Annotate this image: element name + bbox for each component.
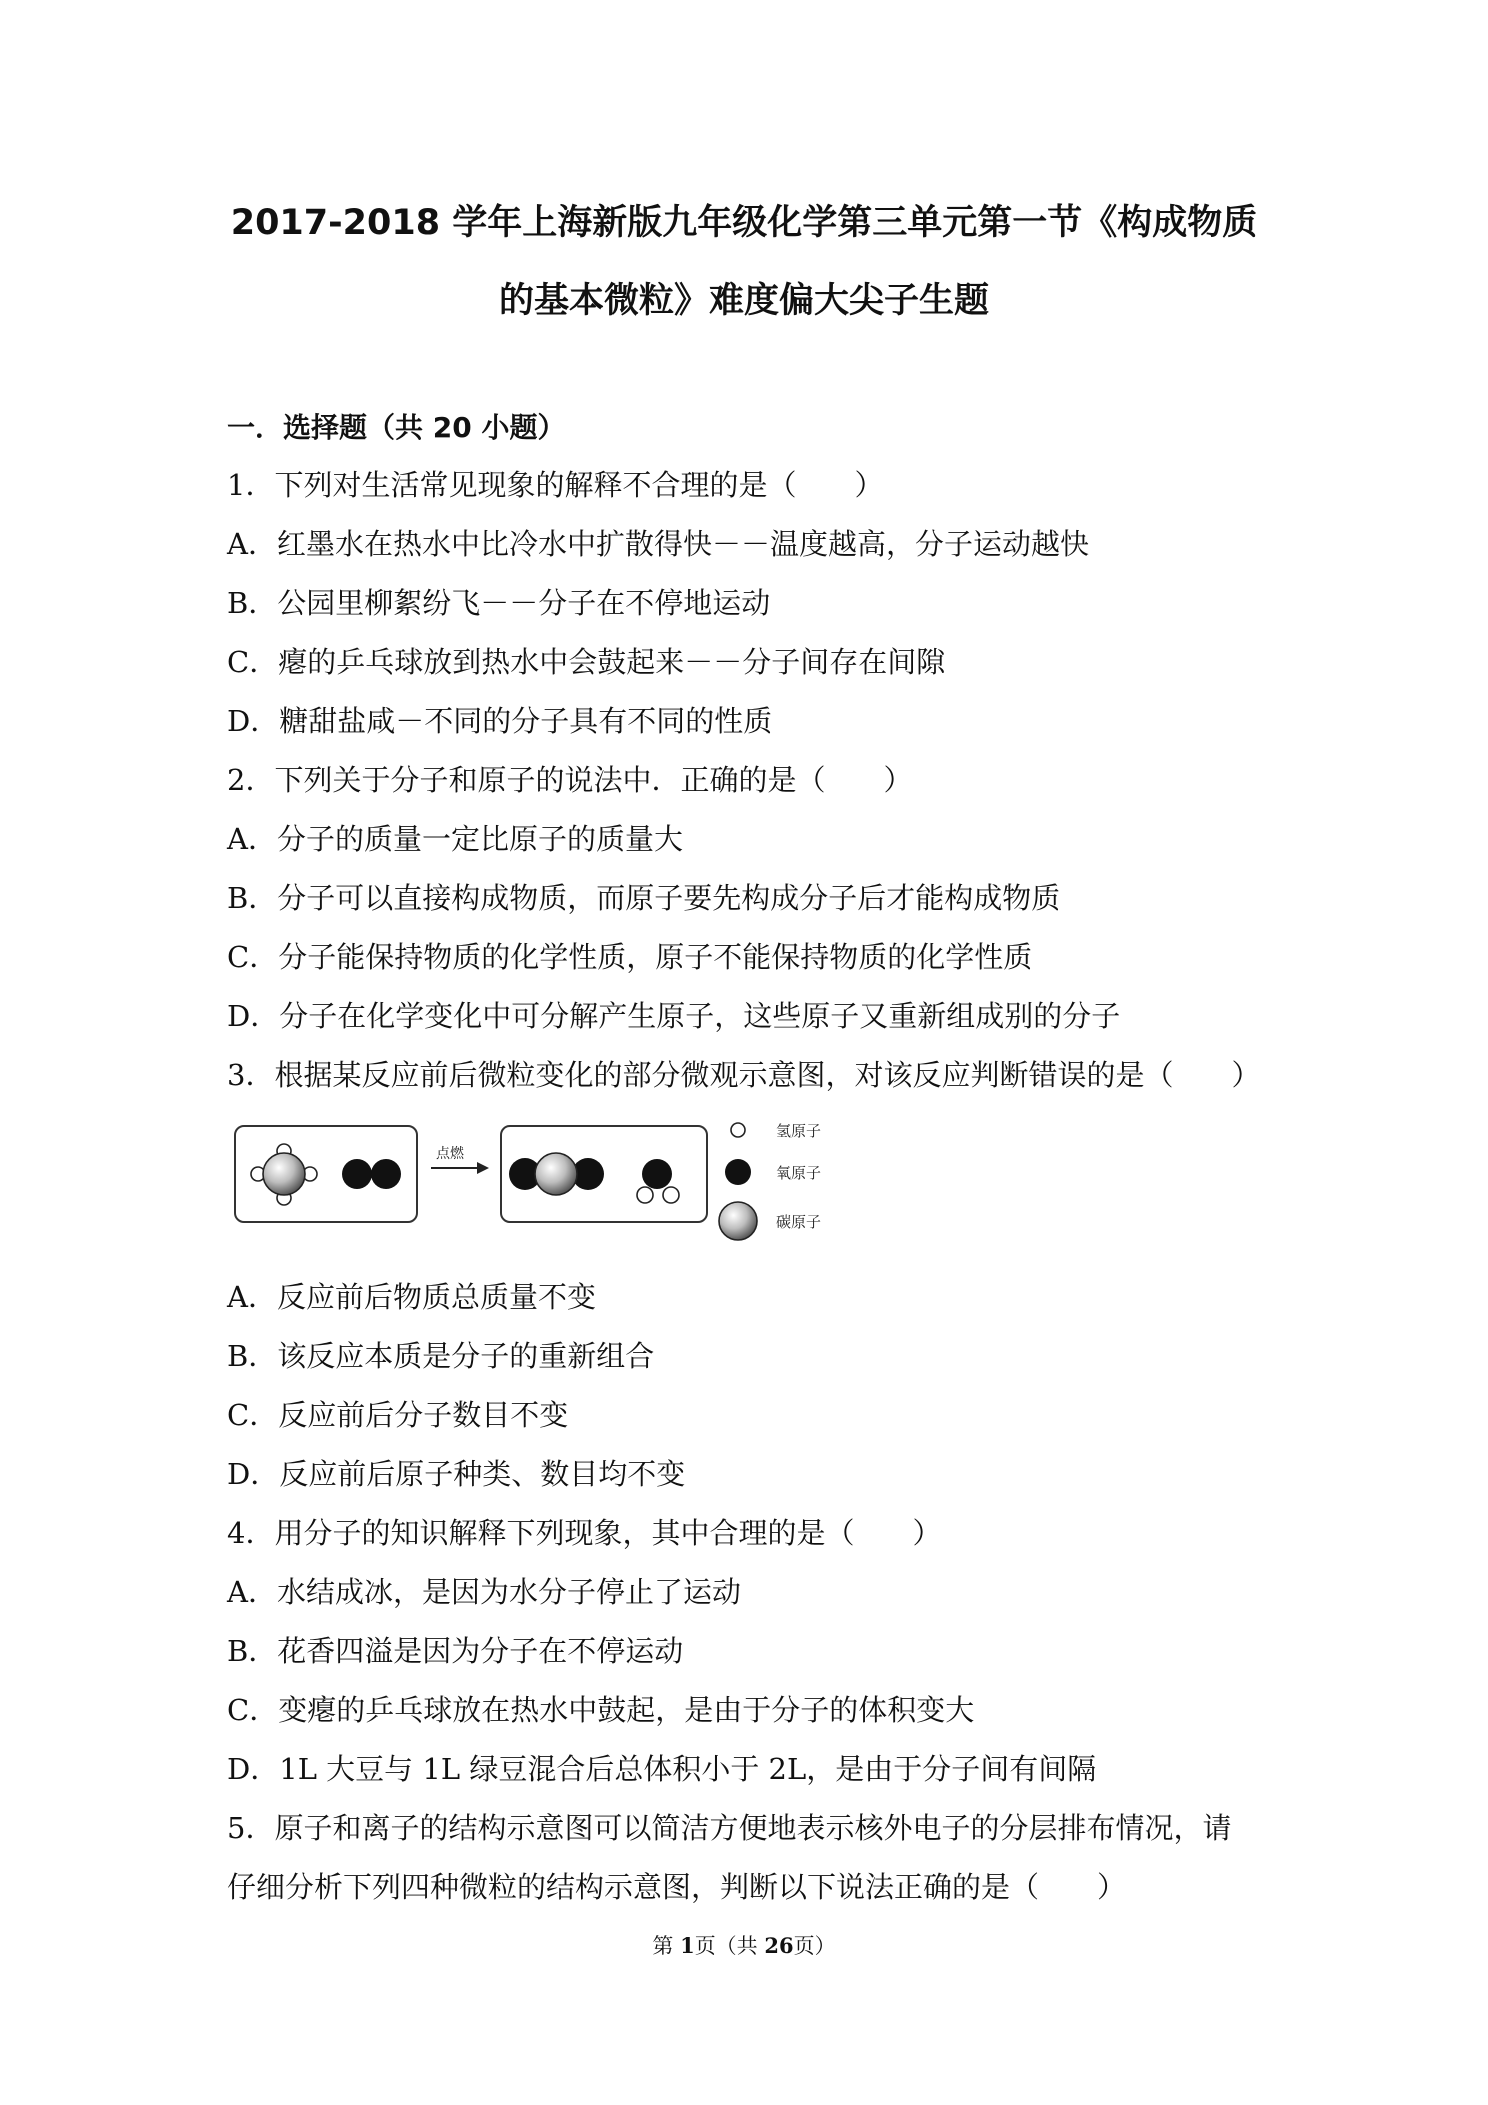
legend-carbon-label: 碳原子 bbox=[776, 1213, 822, 1231]
question-2-option-d: D．分子在化学变化中可分解产生原子，这些原子又重新组成别的分子 bbox=[227, 999, 1121, 1033]
document-title-line-1: 2017-2018 学年上海新版九年级化学第三单元第一节《构成物质 bbox=[230, 203, 1258, 243]
question-4-option-c: C．变瘪的乒乓球放在热水中鼓起，是由于分子的体积变大 bbox=[227, 1693, 975, 1727]
page-footer bbox=[0, 1930, 1488, 1960]
hydrogen-atom bbox=[663, 1187, 679, 1203]
legend-carbon-icon bbox=[719, 1202, 757, 1240]
question-1-option-d: D．糖甜盐咸－不同的分子具有不同的性质 bbox=[227, 704, 773, 738]
legend bbox=[719, 1122, 821, 1240]
carbon-atom bbox=[263, 1153, 305, 1195]
question-3-option-b: B．该反应本质是分子的重新组合 bbox=[227, 1339, 655, 1373]
legend-oxygen-icon bbox=[725, 1159, 751, 1185]
question-3-option-a: A．反应前后物质总质量不变 bbox=[227, 1280, 596, 1314]
question-5-stem-line-1: 5．原子和离子的结构示意图可以简洁方便地表示核外电子的分层排布情况，请 bbox=[227, 1811, 1232, 1845]
question-3-stem: 3．根据某反应前后微粒变化的部分微观示意图，对该反应判断错误的是（ ） bbox=[227, 1058, 1261, 1092]
footer-suffix: 页） bbox=[793, 1934, 836, 1958]
methane-molecule bbox=[251, 1144, 317, 1205]
legend-hydrogen-icon bbox=[731, 1123, 745, 1137]
question-1-option-c: C．瘪的乒乓球放到热水中会鼓起来－－分子间存在间隙 bbox=[227, 645, 946, 679]
footer-prefix: 第 bbox=[652, 1934, 681, 1958]
section-heading: 一．选择题（共 20 小题） bbox=[227, 411, 566, 444]
carbon-dioxide-molecule bbox=[509, 1153, 604, 1195]
question-4-option-b: B．花香四溢是因为分子在不停运动 bbox=[227, 1634, 684, 1668]
footer-total-pages: 26 bbox=[764, 1933, 794, 1958]
reaction-arrow-head bbox=[477, 1162, 489, 1174]
footer-middle: 页（共 bbox=[694, 1934, 765, 1958]
question-3-option-d: D．反应前后原子种类、数目均不变 bbox=[227, 1457, 686, 1491]
legend-hydrogen-label: 氢原子 bbox=[776, 1122, 822, 1140]
water-molecule bbox=[637, 1159, 679, 1203]
oxygen-atom bbox=[642, 1159, 672, 1189]
oxygen-molecule bbox=[342, 1159, 401, 1189]
footer-page-number: 1 bbox=[680, 1933, 695, 1958]
question-4-option-d: D．1L 大豆与 1L 绿豆混合后总体积小于 2L，是由于分子间有间隔 bbox=[227, 1752, 1097, 1786]
legend-oxygen-label: 氧原子 bbox=[776, 1164, 822, 1182]
hydrogen-atom bbox=[637, 1187, 653, 1203]
question-4-stem: 4．用分子的知识解释下列现象，其中合理的是（ ） bbox=[227, 1516, 942, 1550]
reaction-diagram bbox=[231, 1116, 851, 1256]
oxygen-atom bbox=[371, 1159, 401, 1189]
question-2-option-c: C．分子能保持物质的化学性质，原子不能保持物质的化学性质 bbox=[227, 940, 1033, 974]
question-2-option-a: A．分子的质量一定比原子的质量大 bbox=[227, 822, 683, 856]
question-2-stem: 2．下列关于分子和原子的说法中．正确的是（ ） bbox=[227, 763, 913, 797]
carbon-atom bbox=[535, 1153, 577, 1195]
question-2-option-b: B．分子可以直接构成物质，而原子要先构成分子后才能构成物质 bbox=[227, 881, 1061, 915]
question-1-stem: 1．下列对生活常见现象的解释不合理的是（ ） bbox=[227, 468, 884, 502]
oxygen-atom bbox=[342, 1159, 372, 1189]
question-1-option-b: B．公园里柳絮纷飞－－分子在不停地运动 bbox=[227, 586, 771, 620]
question-4-option-a: A．水结成冰，是因为水分子停止了运动 bbox=[227, 1575, 741, 1609]
arrow-label: 点燃 bbox=[436, 1146, 464, 1162]
question-5-stem-line-2: 仔细分析下列四种微粒的结构示意图，判断以下说法正确的是（ ） bbox=[227, 1870, 1127, 1904]
document-title-line-2: 的基本微粒》难度偏大尖子生题 bbox=[498, 281, 989, 321]
question-3-option-c: C．反应前后分子数目不变 bbox=[227, 1398, 569, 1432]
question-1-option-a: A．红墨水在热水中比冷水中扩散得快－－温度越高，分子运动越快 bbox=[227, 527, 1089, 561]
